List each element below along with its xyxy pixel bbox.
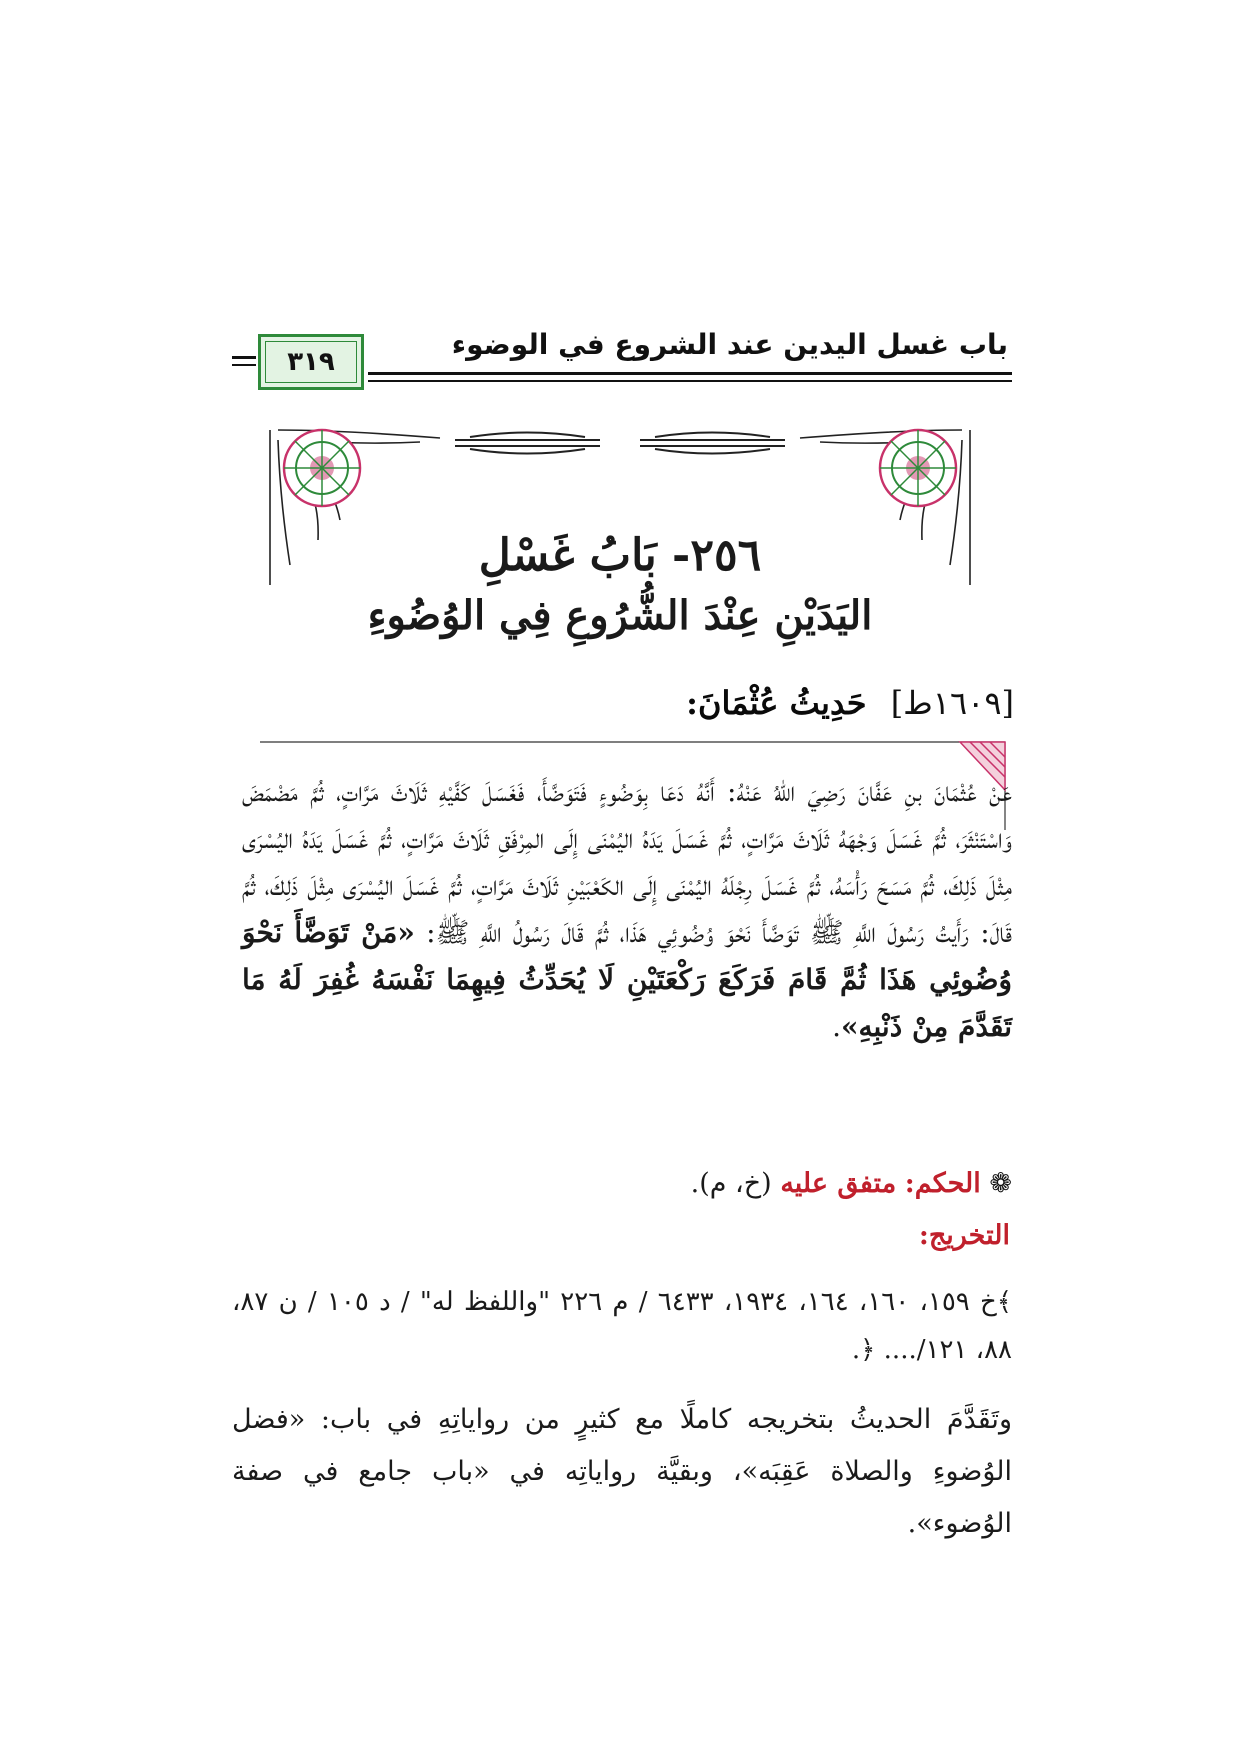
rosette-left	[284, 430, 360, 506]
hadith-quote: «مَنْ تَوَضَّأَ نَحْوَ وُضُوئِي هَذَا ثُمَّ قَامَ فَرَكَعَ رَكْعَتَيْنِ لَا يُحَدِّثُ فِيهِمَا نَفْسَهُ غُفِرَ لَهُ مَا تَقَدَّمَ مِنْ ذَنْبِهِ»	[242, 916, 1012, 1043]
running-header-title: باب غسل اليدين عند الشروع في الوضوء	[451, 328, 1008, 361]
chapter-title: ٢٥٦- بَابُ غَسْلِ	[478, 530, 762, 581]
flower-ornament-icon: ❁	[989, 1168, 1012, 1199]
hadith-body	[242, 768, 1012, 1050]
takhrij-label: التخريج:	[918, 1220, 1010, 1251]
ruling-value: متفق عليه	[780, 1168, 897, 1199]
hadith-title: حَدِيثُ عُثْمَانَ:	[686, 684, 867, 722]
closing-paragraph: وتَقَدَّمَ الحديثُ بتخريجه كاملًا مع كثيرٍ من رواياتِهِ في باب: «فضل الوُضوءِ والصلاة عَقِبَه»، وبقيَّة رواياتِه في «باب جامع في صفة الوُضوء».	[232, 1404, 1012, 1539]
rosette-right	[880, 430, 956, 506]
hadith-end: .	[832, 1010, 841, 1043]
hadith-text: عَنْ عُثْمَانَ بنِ عَفَّانَ رَضِيَ اللهُ عَنْهُ: أَنَّهُ دَعَا بِوَضُوءٍ فَتَوَضَّأَ، فَغَسَلَ كَفَّيْهِ ثَلَاثَ مَرَّاتٍ، ثُمَّ مَضْمَضَ وَاسْتَنْثَرَ، ثُمَّ غَسَلَ وَجْهَهُ ثَلَاثَ مَرَّاتٍ، ثُمَّ غَسَلَ يَدَهُ اليُمْنَى إِلَى المِرْفَقِ ثَلَاثَ مَرَّاتٍ، ثُمَّ غَسَلَ يَدَهُ اليُسْرَى مِثْلَ ذَلِكَ، ثُمَّ مَسَحَ رَأْسَهُ، ثُمَّ غَسَلَ رِجْلَهُ اليُمْنَى إِلَى الكَعْبَيْنِ ثَلَاثَ مَرَّاتٍ، ثُمَّ غَسَلَ اليُسْرَى مِثْلَ ذَلِكَ، ثُمَّ قَالَ: رَأَيتُ رَسُولَ اللَّهِ ﷺ تَوَضَّأَ نَحْوَ وُضُوئِي هَذَا، ثُمَّ قَالَ رَسُولُ اللَّهِ ﷺ:	[242, 775, 1012, 949]
takhrij-text: ﴾خ ١٥٩، ١٦٠، ١٦٤، ١٩٣٤، ٦٤٣٣ / م ٢٢٦ "واللفظ له" / د ١٠٥ / ن ٨٧، ٨٨، ١٢١/.... ﴿.	[232, 1287, 1013, 1365]
top-cartouche-right	[640, 433, 785, 454]
top-cartouche-left	[455, 433, 600, 454]
hadith-number: [١٦٠٩ط]	[890, 684, 1014, 722]
ruling-line	[691, 1168, 1012, 1199]
hadith-reference	[686, 684, 1014, 722]
ruling-source: (خ، م).	[690, 1168, 772, 1199]
ruling-label: الحكم:	[904, 1168, 981, 1199]
chapter-subtitle: اليَدَيْنِ عِنْدَ الشُّرُوعِ فِي الوُضُوءِ	[367, 592, 873, 639]
page-number: ٣١٩	[258, 334, 364, 390]
